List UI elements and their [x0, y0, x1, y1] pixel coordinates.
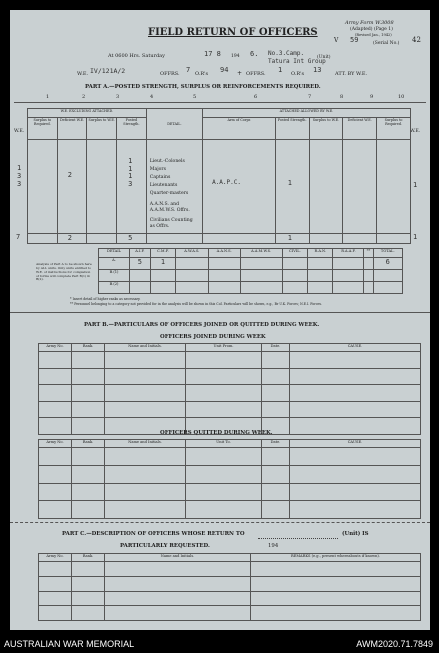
att-allowed-header: ATTACHED ALLOWED BY W.E. — [203, 109, 411, 118]
footer-right: AWM2020.71.7849 — [356, 639, 433, 649]
analysis-col-cmf: C.M.F. — [150, 249, 175, 258]
column-number-5: 5 — [193, 94, 197, 100]
army-form-label: Army Form W.3008 — [345, 20, 394, 26]
att-surplus-header: Surplus to W.E. — [309, 118, 343, 140]
analysis-detail-header: DETAIL — [99, 249, 130, 258]
detail-qm: Quarter-masters — [149, 191, 189, 196]
total-arm — [203, 234, 276, 244]
detail-cell — [146, 140, 202, 234]
serial-label: (Serial No.) — [373, 41, 400, 46]
joined-col-army-no: Army No. — [39, 344, 72, 352]
column-number-3: 3 — [116, 94, 120, 100]
plus-sign: + — [237, 70, 243, 77]
we-typed: IV/121A/2 — [90, 67, 126, 75]
we-side-right: W.E. — [410, 129, 421, 134]
analysis-a-raaf — [333, 258, 364, 270]
analysis-a-civil — [282, 258, 307, 270]
total-att-posted — [275, 234, 309, 244]
att-deficient-cell — [343, 140, 377, 234]
total-surplus — [87, 234, 117, 244]
joined-col-cause: CAUSE. — [290, 344, 421, 352]
att-right-value: 1 — [413, 181, 418, 189]
part-b-heading: PART B.—PARTICULARS OF OFFICERS JOINED OR QUITTED DURING WEEK. — [84, 322, 320, 328]
we-value-2: 3 — [17, 172, 22, 180]
detail-majors: Majors — [149, 167, 166, 172]
adapted-label: (Adapted) (Page 1) — [350, 27, 393, 32]
analysis-note: Analysis of Part A to be shown here by ALL units. Only units entitled to W.E. of instructions for completion of forms will complete Part B(1) & B(2). — [36, 262, 92, 282]
revised-label: (Revised Jan., 1942) — [355, 33, 392, 37]
part-c-rule — [10, 522, 430, 524]
total-detail — [146, 234, 202, 244]
offrs-typed: 7 — [186, 66, 191, 74]
detail-lieutenants: Lieutenants — [149, 183, 178, 188]
analysis-col-civil: CIVIL. — [282, 249, 307, 258]
analysis-col-total: TOTAL. — [373, 249, 402, 258]
analysis-a-aif: 5 — [130, 258, 151, 270]
offrs2-typed: 1 — [278, 66, 283, 74]
unit-typed: No.3.Camp. — [268, 50, 305, 57]
analysis-a-cmf: 1 — [150, 258, 175, 270]
att-posted-header: Posted Strength. — [275, 118, 309, 140]
analysis-row-a-label: A. — [99, 258, 130, 270]
deficient-value: 2 — [67, 171, 72, 179]
column-numbers-rule — [14, 102, 426, 103]
quitted-col-cause: CAUSE. — [290, 440, 421, 448]
we-deficient-cell — [57, 140, 87, 234]
footer-bar — [0, 634, 439, 653]
total-posted-value: 5 — [128, 234, 133, 242]
total-att-value: 1 — [287, 234, 292, 242]
analysis-col-awas: A.W.A.S. — [176, 249, 208, 258]
part-a-table — [27, 108, 411, 244]
total-right-value: 1 — [413, 233, 418, 241]
column-number-1: 1 — [46, 94, 50, 100]
joined-col-rank: Rank. — [72, 344, 105, 352]
detail-captains: Captains — [149, 175, 171, 180]
ors-label: O.R's — [195, 71, 209, 77]
part-b-rule — [10, 312, 430, 313]
footer-left: AUSTRALIAN WAR MEMORIAL — [4, 639, 135, 649]
total-att-surplus-req — [377, 234, 411, 244]
we-surplus-req-cell — [28, 140, 58, 234]
total-att-surplus — [309, 234, 343, 244]
part-c-unit-is: (Unit) IS — [342, 531, 369, 537]
joined-col-name: Name and Initials. — [105, 344, 186, 352]
we-value-1: 1 — [17, 164, 22, 172]
analysis-a-other — [364, 258, 373, 270]
total-deficient — [57, 234, 87, 244]
att-deficient-header: Deficient W.E. — [343, 118, 377, 140]
arm-corps-header: Arm of Corps — [203, 118, 276, 140]
quitted-col-date: Date. — [262, 440, 290, 448]
column-number-6: 6 — [254, 94, 258, 100]
we-side-left: W.E. — [14, 129, 25, 134]
v-number: V — [334, 37, 339, 44]
part-c-table — [38, 553, 421, 621]
part-a-heading: PART A.—POSTED STRENGTH, SURPLUS OR REINFORCEMENTS REQUIRED. — [85, 84, 321, 90]
serial-typed: 59 — [350, 36, 359, 44]
posted-value-2: 1 — [128, 165, 133, 173]
we-label: W.E. — [77, 71, 89, 77]
unit-label: (Unit) — [317, 55, 331, 60]
at-text: At 0600 Hrs. Saturday — [108, 53, 165, 59]
att-posted-value: 1 — [287, 179, 292, 187]
analysis-col-other: ** — [364, 249, 373, 258]
we-posted-header: Posted Strength. — [117, 118, 147, 140]
att-surplus-req-cell — [377, 140, 411, 234]
total-left-value: 7 — [16, 233, 21, 241]
form-title: FIELD RETURN OF OFFICERS — [148, 27, 318, 38]
posted-value-1: 1 — [128, 157, 133, 165]
part-c-year: 194 — [268, 543, 279, 549]
year-typed: 6. — [250, 50, 259, 58]
analysis-a-ran — [308, 258, 333, 270]
arm-cell — [203, 140, 276, 234]
date-typed: 17 8 — [204, 50, 221, 58]
part-c-col-rank: Rank. — [72, 554, 105, 562]
att-surplus-req-header: Surplus to Required. — [377, 118, 411, 140]
unit-typed-2: Tatura Int Group — [268, 58, 326, 65]
we-posted-cell — [117, 140, 147, 234]
detail-civilians: Civilians Counting as Offrs. — [149, 218, 193, 229]
detail-aans: A.A.N.S. and A.A.M.W.S. Offrs. — [149, 202, 190, 213]
ors2-typed: 13 — [313, 66, 322, 74]
part-c-unit-line — [258, 538, 338, 540]
detail-header: DETAIL. — [146, 109, 202, 140]
quitted-heading: OFFICERS QUITTED DURING WEEK. — [160, 430, 273, 436]
form-sheet — [10, 10, 430, 630]
joined-col-date: Date. — [262, 344, 290, 352]
joined-heading: OFFICERS JOINED DURING WEEK — [160, 334, 266, 340]
total-deficient-value: 2 — [67, 234, 72, 242]
column-number-10: 10 — [398, 94, 405, 100]
analysis-row-b2-label: B.(2) — [99, 282, 130, 294]
analysis-table — [98, 248, 403, 294]
analysis-a-awas — [176, 258, 208, 270]
part-c-col-name: Name and Initials. — [105, 554, 251, 562]
quitted-col-unit-to: Unit To. — [186, 440, 262, 448]
part-c-col-remarks: REMARKS (e.g., present whereabouts if known). — [251, 554, 421, 562]
analysis-row-b1-label: B.(1) — [99, 270, 130, 282]
analysis-col-raaf: R.A.A.F. — [333, 249, 364, 258]
analysis-col-aif: A.I.F. — [130, 249, 151, 258]
serial-hand: 42 — [412, 36, 421, 44]
detail-lt-col: Lieut.-Colonels — [149, 159, 185, 164]
column-number-4: 4 — [150, 94, 154, 100]
we-value-3: 3 — [17, 180, 22, 188]
footnote-2: ** Personnel belonging to a category not provided for in the analysis will be shown in this Col. Particulars will be shown, e.g., Br U.K. Forces; N.E.I. Forces. — [70, 302, 323, 306]
ors2-label: O.R's — [291, 71, 305, 77]
posted-value-4: 3 — [128, 180, 133, 188]
posted-value-3: 1 — [128, 172, 133, 180]
part-c-col-army-no: Army No. — [39, 554, 72, 562]
we-deficient-header: Deficient W.E. — [57, 118, 87, 140]
quitted-col-rank: Rank. — [72, 440, 105, 448]
att-surplus-cell — [309, 140, 343, 234]
att-label: ATT. BY W.E. — [335, 71, 368, 77]
offrs-label: OFFRS. — [160, 71, 180, 77]
we-surplus-req-header: Surplus to Required. — [28, 118, 58, 140]
att-posted-cell — [275, 140, 309, 234]
ors-typed: 94 — [220, 66, 229, 74]
quitted-col-army-no: Army No. — [39, 440, 72, 448]
total-posted — [117, 234, 147, 244]
year-label: 194 — [231, 54, 240, 59]
part-c-heading: PART C.—DESCRIPTION OF OFFICERS WHOSE RETURN TO — [62, 531, 245, 537]
column-number-8: 8 — [340, 94, 344, 100]
analysis-a-total: 6 — [373, 258, 402, 270]
column-number-2: 2 — [82, 94, 86, 100]
quitted-table — [38, 439, 421, 519]
total-att-deficient — [343, 234, 377, 244]
analysis-a-aans — [208, 258, 240, 270]
analysis-col-ran: R.A.N. — [308, 249, 333, 258]
we-surplus-cell — [87, 140, 117, 234]
joined-col-unit-from: Unit From. — [186, 344, 262, 352]
quitted-col-name: Name and Initials. — [105, 440, 186, 448]
analysis-col-aans: A.A.N.S. — [208, 249, 240, 258]
column-number-7: 7 — [308, 94, 312, 100]
we-surplus-header: Surplus to W.E. — [87, 118, 117, 140]
offrs2-label: OFFRS. — [246, 71, 266, 77]
analysis-col-aamws: A.A.M.W.S. — [240, 249, 282, 258]
arm-value: A.A.P.C. — [212, 179, 241, 186]
analysis-a-aamws — [240, 258, 282, 270]
part-c-requested: PARTICULARLY REQUESTED. — [120, 543, 210, 549]
joined-table — [38, 343, 421, 435]
footnote-1: * Insert detail of higher ranks as necessary. — [70, 297, 141, 301]
we-excl-header: W.E. EXCLUDING ATTACHED. — [28, 109, 147, 118]
column-number-9: 9 — [370, 94, 374, 100]
total-surplus-req — [28, 234, 58, 244]
